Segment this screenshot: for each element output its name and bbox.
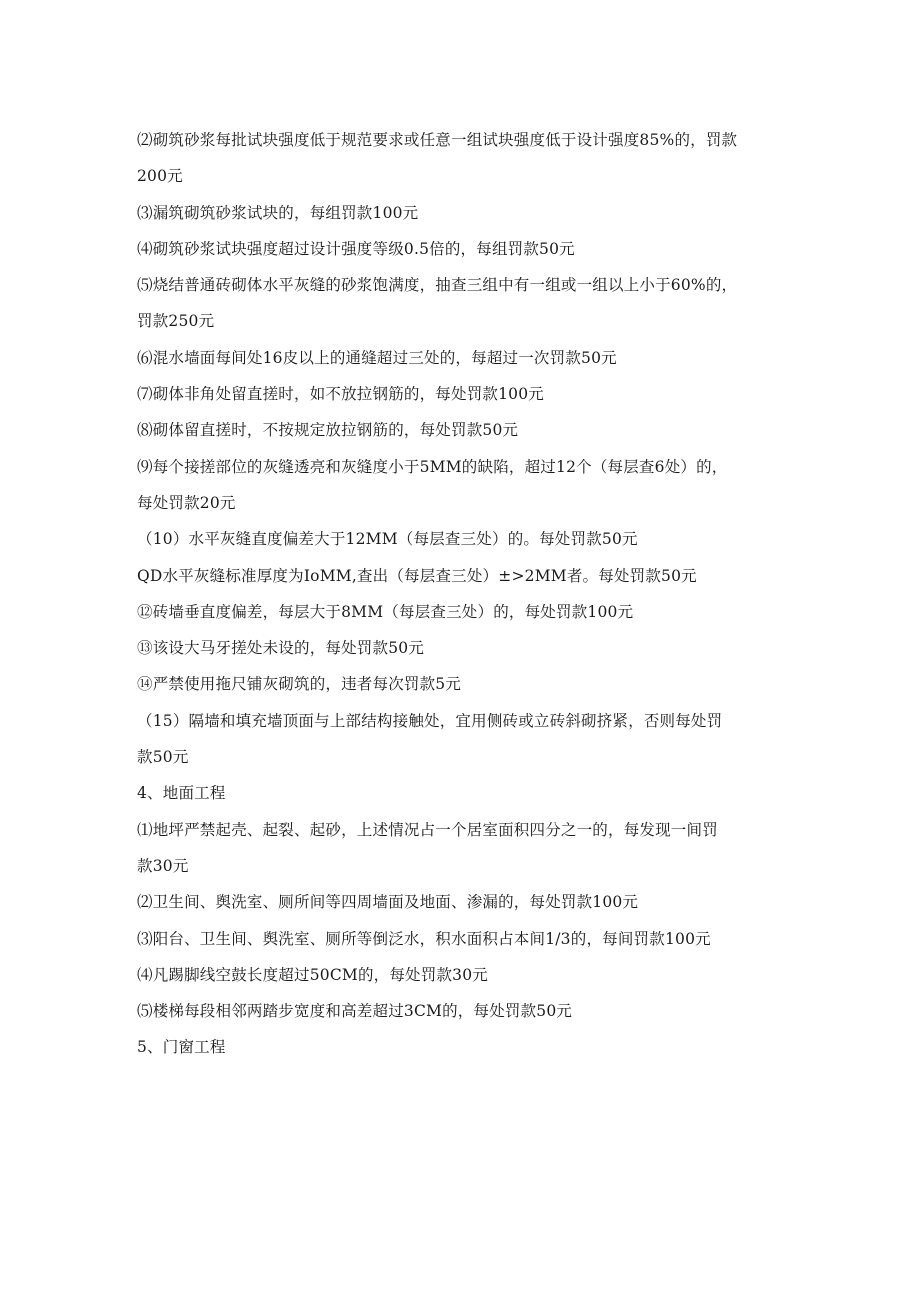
text-line: ⑫砖墙垂直度偏差，每层大于8MM（每层查三处）的，每处罚款100元 <box>137 602 634 621</box>
text-line: 200元 <box>137 167 183 186</box>
section-heading: 4、地面工程 <box>137 784 226 803</box>
text-line: 罚款250元 <box>137 312 215 331</box>
text-line: ⑭严禁使用拖尺铺灰砌筑的，违者每次罚款5元 <box>137 675 462 694</box>
text-line: ⑸烧结普通砖砌体水平灰缝的砂浆饱满度，抽查三组中有一组或一组以上小于60%的， <box>137 276 738 295</box>
text-line: ⑵卫生间、舆洗室、厕所间等四周墙面及地面、渗漏的，每处罚款100元 <box>137 893 639 912</box>
text-line: ⑸楼梯每段相邻两踏步宽度和高差超过3CM的，每处罚款50元 <box>137 1002 573 1021</box>
text-line: ⑶漏筑砌筑砂浆试块的，每组罚款100元 <box>137 203 419 222</box>
text-line: （10）水平灰缝直度偏差大于12MM（每层查三处）的。每处罚款50元 <box>137 530 638 549</box>
section-heading: 5、门窗工程 <box>137 1038 226 1057</box>
text-line: 款30元 <box>137 856 189 875</box>
text-line: ⑵砌筑砂浆每批试块强度低于规范要求或任意一组试块强度低于设计强度85%的，罚款 <box>137 131 738 149</box>
text-line: QD水平灰缝标准厚度为IoMM,查出（每层查三处）±>2MM者。每处罚款50元 <box>137 566 697 585</box>
text-line: ⑺砌体非角处留直搓时，如不放拉钢筋的，每处罚款100元 <box>137 385 544 404</box>
text-line: ⑻砌体留直搓时，不按规定放拉钢筋的，每处罚款50元 <box>137 421 519 440</box>
text-line: （15）隔墙和填充墙顶面与上部结构接触处，宜用侧砖或立砖斜砌挤紧，否则每处罚 <box>137 711 723 730</box>
text-line: ⑷凡踢脚线空鼓长度超过50CM的，每处罚款30元 <box>137 965 488 984</box>
text-line: ⑹混水墙面每间处16皮以上的通缝超过三处的，每超过一次罚款50元 <box>137 348 617 367</box>
document-body <box>137 122 787 1066</box>
text-line: ⑬该设大马牙搓处未设的，每处罚款50元 <box>137 639 425 658</box>
text-line: ⑴地坪严禁起壳、起裂、起砂，上述情况占一个居室面积四分之一的，每发现一间罚 <box>137 820 718 839</box>
text-line: ⑼每个接搓部位的灰缝透亮和灰缝度小于5MM的缺陷，超过12个（每层查6处）的， <box>137 457 728 476</box>
text-line: ⑶阳台、卫生间、舆洗室、厕所等倒泛水，积水面积占本间1/3的，每间罚款100元 <box>137 929 711 948</box>
text-line: 每处罚款20元 <box>137 493 236 512</box>
text-line: ⑷砌筑砂浆试块强度超过设计强度等级0.5倍的，每组罚款50元 <box>137 239 575 258</box>
text-line: 款50元 <box>137 748 189 767</box>
